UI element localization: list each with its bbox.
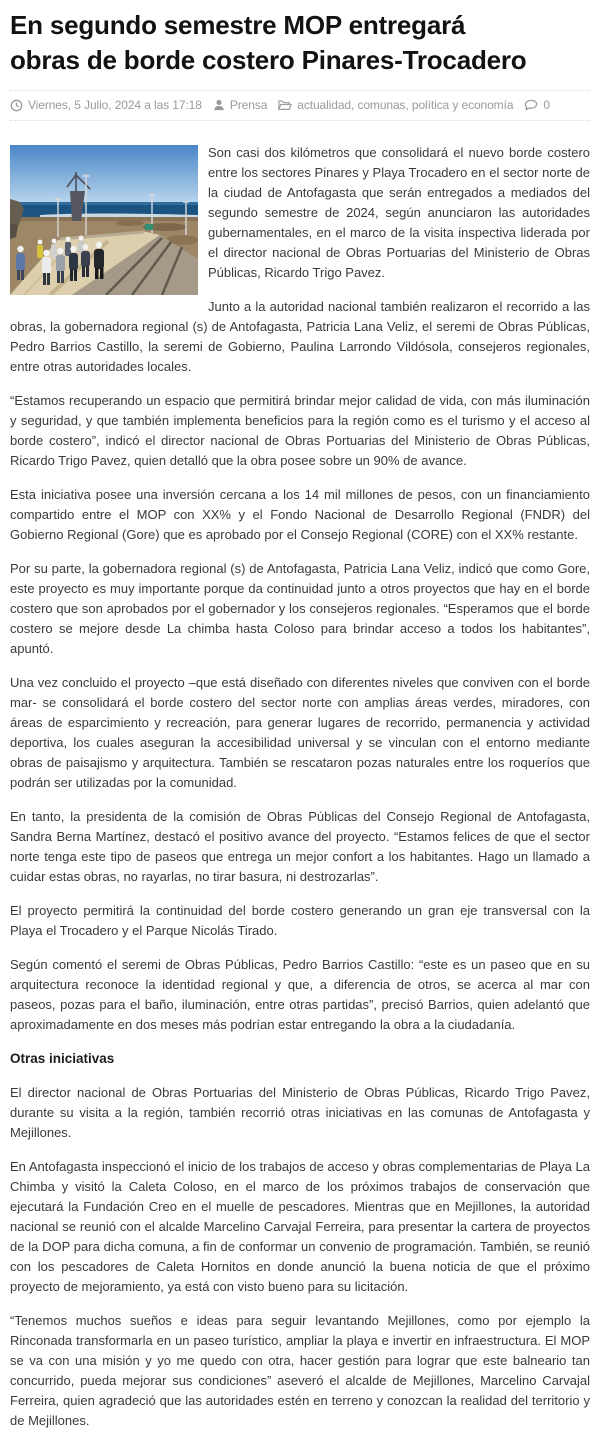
post-categories[interactable]	[278, 98, 513, 112]
post-author[interactable]	[213, 98, 267, 112]
article-paragraph: En tanto, la presidenta de la comisión de Obras Públicas del Consejo Regional de Antofagasta, Sandra Berna Martínez, destacó el positivo avance del proyecto. “Estamos felices de que el sector norte tenga este tipo de paseos que entrega un mejor confort a los habitantes. Hago un llamado a cuidar estas obras, no rayarlas, no tirar basura, ni destrozarlas”.	[10, 809, 590, 884]
article-paragraph: Son casi dos kilómetros que consolidará el nuevo borde costero entre los sectores Pinares y Playa Trocadero en el sector norte de la ciudad de Antofagasta que serán entregados a mediados del segundo semestre de 2024, según anunciaron las autoridades gubernamentales, en el marco de la visita inspectiva liderada por el director nacional de Obras Portuarias del Ministerio de Obras Públicas, Ricardo Trigo Pavez.	[208, 145, 590, 280]
article-paragraph: En Antofagasta inspeccionó el inicio de los trabajos de acceso y obras complementarias de Playa La Chimba y visitó la Caleta Coloso, en el marco de los próximos trabajos de conservación que ejecutará la Fundación Creo en el muelle de pescadores. Mientras que en Mejillones, la autoridad nacional se reunió con el alcalde Marcelino Carvajal Ferreira, para presentar la cartera de proyectos de la DOP para dicha comuna, a fin de conformar un convenio de programación. También, se reunió con los pescadores de Caleta Hornitos en donde anunció la buena noticia de que el próximo proyecto de mejoramiento, ya está con visto bueno para su licitación.	[10, 1159, 590, 1294]
folder-open-icon	[278, 99, 292, 111]
article-paragraph: Según comentó el seremi de Obras Públicas, Pedro Barrios Castillo: “este es un paseo que en su arquitectura reconoce la identidad regional y que, a diferencia de otros, se acerca al mar con paseos, pozas para el baño, iluminación, entre otras partidas”, precisó Barrios, quien adelantó que aproximadamente en dos meses más podrían estar entregando la obra a la ciudadanía.	[10, 957, 590, 1032]
post-date	[10, 98, 202, 112]
page-title-line-2: obras de borde costero Pinares-Trocadero	[10, 45, 527, 75]
post-categories-label: actualidad, comunas, política y economía	[297, 98, 514, 112]
page-title-line-1: En segundo semestre MOP entregará	[10, 10, 466, 40]
coastal-promenade-photo-illustration	[10, 145, 198, 295]
post-meta-bar	[10, 90, 590, 121]
article-paragraph: El director nacional de Obras Portuarias del Ministerio de Obras Públicas, Ricardo Trigo Pavez, durante su visita a la región, también recorrió otras iniciativas en las comunas de Antofagasta y Mejillones.	[10, 1085, 590, 1140]
post-author-label: Prensa	[229, 98, 268, 112]
article-body	[10, 143, 590, 1431]
post-comments[interactable]	[524, 98, 550, 112]
post-comments-count: 0	[543, 98, 550, 112]
speech-bubble-icon	[524, 99, 538, 112]
article-paragraph: Una vez concluido el proyecto –que está diseñado con diferentes niveles que conviven con el borde mar- se consolidará el borde costero del sector norte con amplias áreas verdes, miradores, con áreas de esparcimiento y recreación, para generar lugares de recorrido, permanencia y actividad deportiva, los cuales aseguran la accesibilidad universal y se vinculan con el entorno mediante obras de paisajismo y arquitectura. También se rescataron pozas naturales entre los roqueríos que podrán ser utilizadas por la comunidad.	[10, 675, 590, 790]
article-photo	[10, 145, 198, 295]
article-paragraph: Junto a la autoridad nacional también realizaron el recorrido a las obras, la gobernadora regional (s) de Antofagasta, Patricia Lana Veliz, el seremi de Obras Públicas, Pedro Barrios Castillo, la seremi de Gobierno, Paulina Larrondo Vildósola, consejeros regionales, entre otras autoridades locales.	[10, 299, 590, 374]
article-paragraph: Esta iniciativa posee una inversión cercana a los 14 mil millones de pesos, con un financiamiento compartido entre el MOP con XX% y el Fondo Nacional de Desarrollo Regional (FNDR) del Gobierno Regional (Gore) que es aprobado por el Consejo Regional (CORE) con el XX% restante.	[10, 487, 590, 542]
post-date-label: Viernes, 5 Julio, 2024 a las 17:18	[28, 98, 202, 112]
user-icon	[213, 99, 225, 111]
clock-icon	[10, 99, 23, 112]
article-paragraph: Por su parte, la gobernadora regional (s) de Antofagasta, Patricia Lana Veliz, indicó que como Gore, este proyecto es muy importante porque da continuidad junto a otros proyectos que hay en el borde costero que son aprobados por el gobernador y los consejeros regionales. “Esperamos que el borde costero se mejore desde La chimba hasta Coloso para brindar acceso a todos los habitantes”, apuntó.	[10, 561, 590, 656]
article-paragraph: El proyecto permitirá la continuidad del borde costero generando un gran eje transversal con la Playa el Trocadero y el Parque Nicolás Tirado.	[10, 903, 590, 938]
page-title	[10, 8, 590, 78]
article-paragraph: “Estamos recuperando un espacio que permitirá brindar mejor calidad de vida, con más iluminación y seguridad, y que también implementa beneficios para la región como es el turismo y el acceso al borde costero”, indicó el director nacional de Obras Portuarias del Ministerio de Obras Públicas, Ricardo Trigo Pavez, quien detalló que la obra posee sobre un 90% de avance.	[10, 393, 590, 468]
article-paragraph: “Tenemos muchos sueños e ideas para seguir levantando Mejillones, como por ejemplo la Rinconada transformarla en un paseo turístico, ampliar la playa e invertir en infraestructura. El MOP se va con una misión y yo me quedo con otra, hacer gestión para lograr que este balneario tan concurrido, pueda mejorar sus condiciones” aseveró el alcalde de Mejillones, Marcelino Carvajal Ferreira, quien agradeció que las autoridades estén en terreno y conozcan la realidad del territorio y de Mejillones.	[10, 1313, 590, 1428]
article-subheading: Otras iniciativas	[10, 1051, 115, 1066]
